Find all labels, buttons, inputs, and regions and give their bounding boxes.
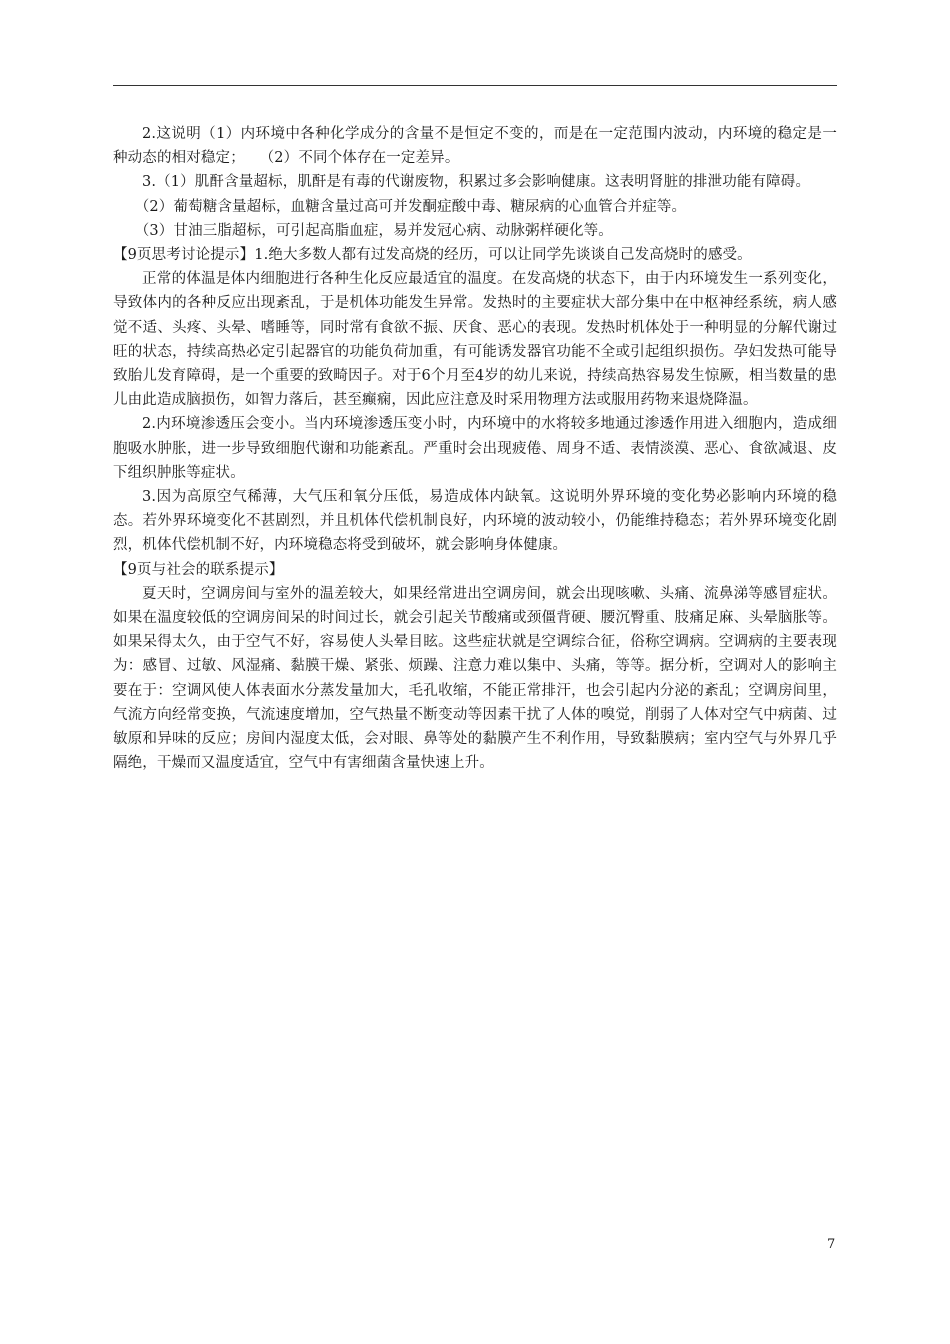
- section-heading-society: 【9页与社会的联系提示】: [113, 561, 284, 578]
- paragraph-answer-3-2: （2）葡萄糖含量超标，血糖含量过高可并发酮症酸中毒、糖尿病的心血管合并症等。: [134, 198, 687, 215]
- document-body: [113, 122, 837, 775]
- header-rule: [113, 85, 837, 86]
- paragraph-answer-3-3: （3）甘油三脂超标，可引起高脂血症，易并发冠心病、动脉粥样硬化等。: [134, 222, 613, 239]
- paragraph-osmotic: 2.内环境渗透压会变小。当内环境渗透压变小时，内环境中的水将较多地通过渗透作用进入细胞内，造成细胞吸水肿胀，进一步导致细胞代谢和功能紊乱。严重时会出现疲倦、周身不适、表情淡漠、恶心、食欲减退、皮下组织肿胀等症状。: [113, 416, 837, 481]
- paragraph-fever: 正常的体温是体内细胞进行各种生化反应最适宜的温度。在发高烧的状态下，由于内环境发生一系列变化，导致体内的各种反应出现紊乱，于是机体功能发生异常。发热时的主要症状大部分集中在中枢神经系统，病人感觉不适、头疼、头晕、嗜睡等，同时常有食欲不振、厌食、恶心的表现。发热时机体处于一种明显的分解代谢过旺的状态，持续高热必定引起器官的功能负荷加重，有可能诱发器官功能不全或引起组织损伤。孕妇发热可能导致胎儿发育障碍，是一个重要的致畸因子。对于6个月至4岁的幼儿来说，持续高热容易发生惊厥，相当数量的患儿由此造成脑损伤，如智力落后，甚至癫痫，因此应注意及时采用物理方法或服用药物来退烧降温。: [113, 271, 837, 409]
- paragraph-answer-3: 3.（1）肌酐含量超标，肌酐是有毒的代谢废物，积累过多会影响健康。这表明肾脏的排泄功能有障碍。: [142, 174, 811, 191]
- page-number: 7: [827, 1237, 836, 1252]
- section-heading-discussion: 【9页思考讨论提示】1.绝大多数人都有过发高烧的经历，可以让同学先谈谈自己发高烧时的感受。: [113, 247, 752, 264]
- paragraph-plateau: 3.因为高原空气稀薄，大气压和氧分压低，易造成体内缺氧。这说明外界环境的变化势必影响内环境的稳态。若外界环境变化不甚剧烈，并且机体代偿机制良好，内环境的波动较小，仍能维持稳态；若外界环境变化剧烈，机体代偿机制不好，内环境稳态将受到破坏，就会影响身体健康。: [113, 489, 837, 554]
- paragraph-air-conditioning: 夏天时，空调房间与室外的温差较大，如果经常进出空调房间，就会出现咳嗽、头痛、流鼻涕等感冒症状。如果在温度较低的空调房间呆的时间过长，就会引起关节酸痛或颈僵背硬、腰沉臀重、肢痛足麻、头晕脑胀等。如果呆得太久，由于空气不好，容易使人头晕目眩。这些症状就是空调综合征，俗称空调病。空调病的主要表现为：感冒、过敏、风湿痛、黏膜干燥、紧张、烦躁、注意力难以集中、头痛，等等。据分析，空调对人的影响主要在于：空调风使人体表面水分蒸发量加大，毛孔收缩，不能正常排汗，也会引起内分泌的紊乱；空调房间里，气流方向经常变换，气流速度增加，空气热量不断变动等因素干扰了人体的嗅觉，削弱了人体对空气中病菌、过敏原和异味的反应；房间内湿度太低，会对眼、鼻等处的黏膜产生不利作用，导致黏膜病；室内空气与外界几乎隔绝，干燥而又温度适宜，空气中有害细菌含量快速上升。: [113, 585, 837, 772]
- paragraph-answer-2: 2.这说明（1）内环境中各种化学成分的含量不是恒定不变的，而是在一定范围内波动，内环境的稳定是一种动态的相对稳定； （2）不同个体存在一定差异。: [113, 126, 837, 167]
